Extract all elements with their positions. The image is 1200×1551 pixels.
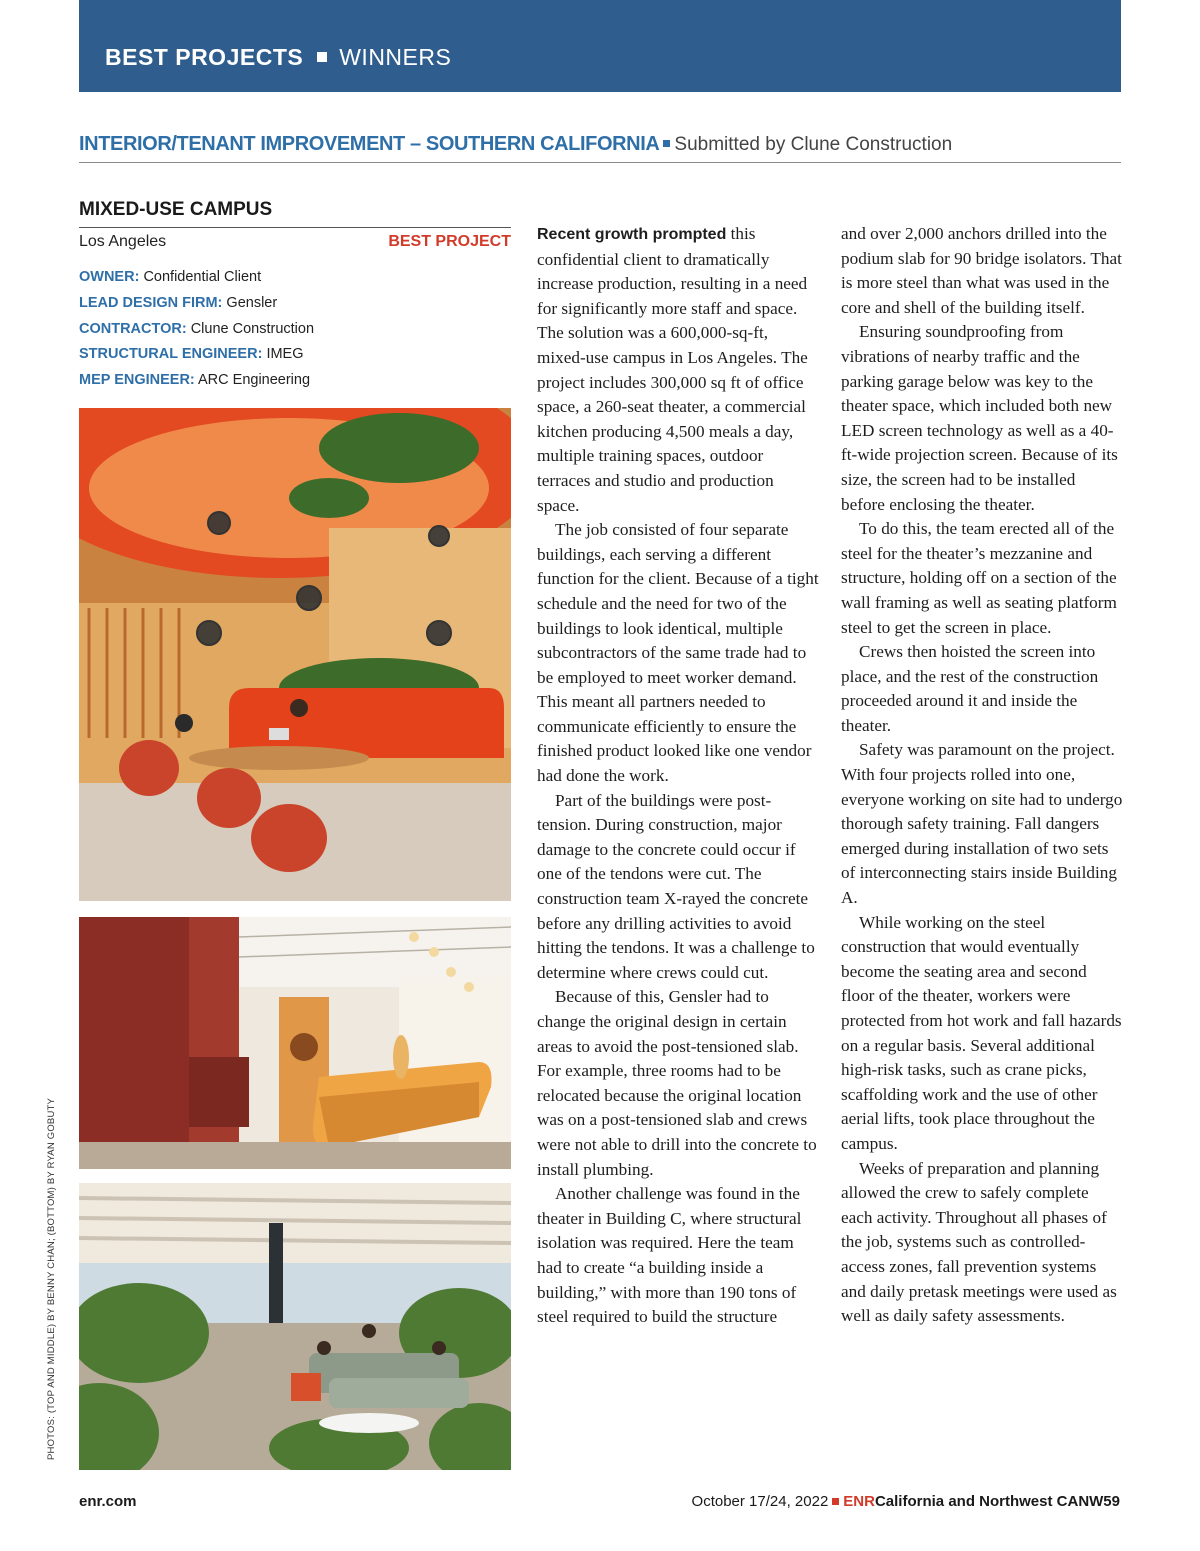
- credit-structural: STRUCTURAL ENGINEER: IMEG: [79, 346, 304, 363]
- footer-site[interactable]: enr.com: [79, 1493, 137, 1510]
- project-title: MIXED-USE CAMPUS: [79, 199, 511, 228]
- article-paragraph: Ensuring soundproofing from vibrations of nearby traffic and the parking garage below was key to the theater space, which included both new LED screen technology as well as a 40-ft-wide projection screen. Because of its size, the screen had to be installed before enclosing the theater.: [841, 322, 1118, 514]
- section-banner: [79, 0, 1121, 92]
- project-credits: [79, 265, 511, 394]
- square-bullet-icon: [663, 140, 670, 147]
- article-paragraph: Because of this, Gensler had to change the original design in certain areas to avoid the post-tensioned slab. For example, three rooms had to be relocated because the original location was on a post-tensioned slab and crews were not able to drill into the concrete to install plumbing.: [537, 987, 817, 1179]
- submitted-by: Submitted by Clune Construction: [674, 134, 953, 155]
- article-paragraph: Weeks of preparation and planning allowed the crew to safely complete each activity. Throughout all phases of the job, systems such as controlled-access zones, fall prevention systems and daily pretask meetings were used as well as daily safety assessments.: [841, 1158, 1117, 1326]
- square-bullet-icon: [832, 1498, 839, 1505]
- footer-brand: ENR: [843, 1493, 875, 1510]
- photo-corridor: [79, 917, 511, 1169]
- banner-text: [105, 44, 451, 71]
- article-paragraph: The job consisted of four separate buildings, each serving a different function for the client. Because of a tight schedule and the need for two of the buildings to look identical, multiple subcontractors of the same trade had to be employed to meet worker demand. This meant all partners needed to communicate efficiently to ensure the finished product looked like one vendor had done the work.: [537, 520, 819, 786]
- category-line: [79, 133, 1121, 163]
- project-city: Los Angeles: [79, 233, 167, 250]
- photo-lounge: [79, 408, 511, 901]
- award-badge: BEST PROJECT: [388, 233, 511, 250]
- article-paragraph: Safety was paramount on the project. With four projects rolled into one, everyone working on site had to undergo thorough safety training. Fall dangers emerged during installation of two sets of interconnecting stairs inside Building A.: [841, 740, 1123, 908]
- photo-credit: PHOTOS: (TOP AND MIDDLE) BY BENNY CHAN; (BOTTOM) BY RYAN GOBUTY: [46, 1097, 57, 1460]
- credit-owner: OWNER: Confidential Client: [79, 269, 262, 285]
- credit-mep: MEP ENGINEER: ARC Engineering: [79, 372, 311, 389]
- article-paragraph: Another challenge was found in the theater in Building C, where structural isolation was required. Here the team had to create “a building inside a building,” with more than 190 tons of steel required to build the structure: [537, 1184, 802, 1327]
- credit-contractor: CONTRACTOR: Clune Construction: [79, 320, 315, 337]
- category-title: INTERIOR/TENANT IMPROVEMENT – SOUTHERN CALIFORNIA: [79, 133, 660, 155]
- article-column-middle: [537, 222, 819, 1330]
- article-paragraph: Part of the buildings were post-tension. During construction, major damage to the concrete could occur if one of the tendons were cut. The construction team X-rayed the concrete before any drilling activities to avoid hitting the tendons. It was a challenge to determine where crews could cut.: [537, 790, 815, 982]
- photo-terrace: [79, 1183, 511, 1470]
- section-label: BEST PROJECTS: [105, 44, 304, 70]
- footer-publication: California and Northwest CANW59: [874, 1493, 1120, 1510]
- article-paragraph: and over 2,000 anchors drilled into the podium slab for 90 bridge isolators. That is more steel than what was used in the core and shell of the building itself.: [841, 224, 1122, 317]
- article-paragraph: Recent growth prompted this confidential client to dramatically increase production, resulting in a need for significantly more staff and space. The solution was a 600,000-sq-ft, mixed-use campus in Los Angeles. The project includes 300,000 sq ft of office space, a 260-seat theater, a commercial kitchen producing 4,500 meals a day, multiple training spaces, outdoor terraces and studio and production space.: [537, 224, 808, 515]
- footer-folio: [692, 1493, 1120, 1510]
- article-paragraph: To do this, the team erected all of the steel for the theater’s mezzanine and structure, holding off on a section of the wall framing as well as seating platform steel to get the screen in place.: [841, 519, 1117, 637]
- article-column-right: [841, 222, 1123, 1329]
- subsection-label: WINNERS: [339, 44, 452, 70]
- article-paragraph: Crews then hoisted the screen into place, and the rest of the construction proceeded around it and inside the theater.: [841, 642, 1099, 735]
- square-bullet-icon: [317, 52, 327, 62]
- footer-date: October 17/24, 2022: [691, 1493, 829, 1510]
- article-paragraph: While working on the steel construction that would eventually become the seating area and second floor of the theater, workers were protected from hot work and fall hazards on a regular basis. Several additional high-risk tasks, such as crane picks, scaffolding work and the use of other aerial lifts, took place throughout the campus.: [841, 912, 1122, 1153]
- credit-design-firm: LEAD DESIGN FIRM: Gensler: [79, 294, 278, 311]
- article-lead: Recent growth prompted: [537, 226, 727, 243]
